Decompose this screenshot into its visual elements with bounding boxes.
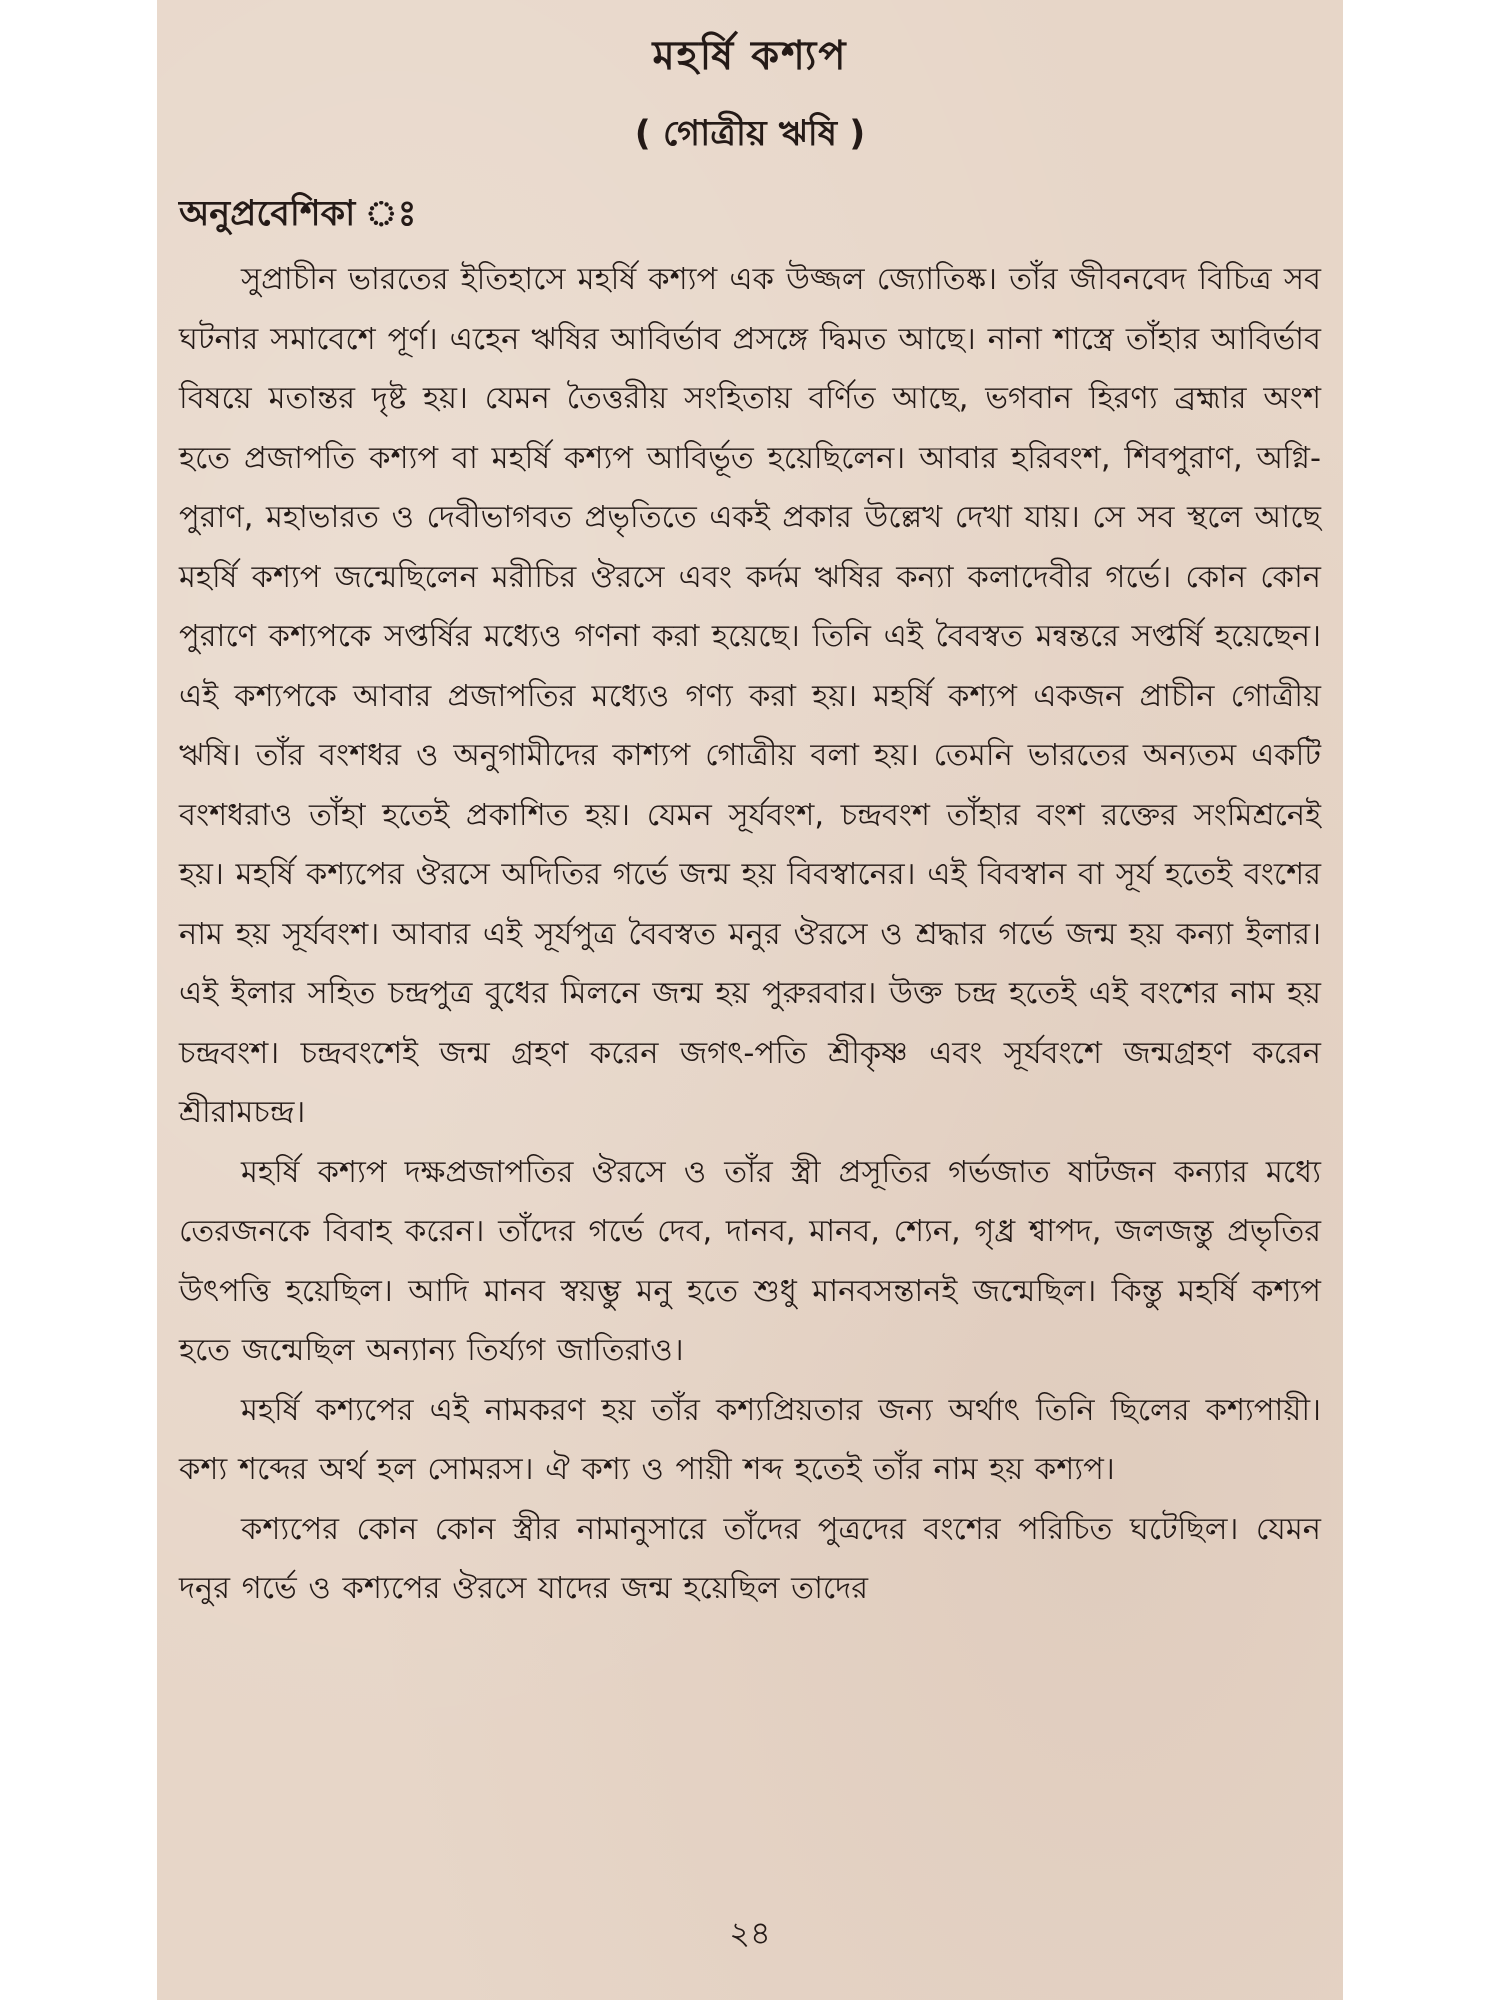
paragraph: সুপ্রাচীন ভারতের ইতিহাসে মহর্ষি কশ্যপ এক উজ্জল জ্যোতিষ্ক। তাঁর জীবনবেদ বিচিত্র সব ঘটনার সমাবেশে পূর্ণ। এহেন ঋষির আবির্ভাব প্রসঙ্গে দ্বিমত আছে। নানা শাস্ত্রে তাঁহার আবির্ভাব বিষয়ে মতান্তর দৃষ্ট হয়। যেমন তৈত্তরীয় সংহিতায় বর্ণিত আছে, ভগবান হিরণ্য ব্রহ্মার অংশ হতে প্রজাপতি কশ্যপ বা মহর্ষি কশ্যপ আবির্ভূত হয়েছিলেন। আবার হরিবংশ, শিবপুরাণ, অগ্নি-পুরাণ, মহাভারত ও দেবীভাগবত প্রভৃতিতে একই প্রকার উল্লেখ দেখা যায়। সে সব স্থলে আছে মহর্ষি কশ্যপ জন্মেছিলেন মরীচির ঔরসে এবং কর্দম ঋষির কন্যা কলাদেবীর গর্ভে। কোন কোন পুরাণে কশ্যপকে সপ্তর্ষির মধ্যেও গণনা করা হয়েছে। তিনি এই বৈবস্বত মন্বন্তরে সপ্তর্ষি হয়েছেন। এই কশ্যপকে আবার প্রজাপতির মধ্যেও গণ্য করা হয়। মহর্ষি কশ্যপ একজন প্রাচীন গোত্রীয় ঋষি। তাঁর বংশধর ও অনুগামীদের কাশ্যপ গোত্রীয় বলা হয়। তেমনি ভারতের অন্যতম একটি বংশধরাও তাঁহা হতেই প্রকাশিত হয়। যেমন সূর্যবংশ, চন্দ্রবংশ তাঁহার বংশ রক্তের সংমিশ্রনেই হয়। মহর্ষি কশ্যপের ঔরসে অদিতির গর্ভে জন্ম হয় বিবস্বানের। এই বিবস্বান বা সূর্য হতেই বংশের নাম হয় সূর্যবংশ। আবার এই সূর্যপুত্র বৈবস্বত মনুর ঔরসে ও শ্রদ্ধার গর্ভে জন্ম হয় কন্যা ইলার। এই ইলার সহিত চন্দ্রপুত্র বুধের মিলনে জন্ম হয় পুরুরবার। উক্ত চন্দ্র হতেই এই বংশের নাম হয় চন্দ্রবংশ। চন্দ্রবংশেই জন্ম গ্রহণ করেন জগৎ-পতি শ্রীকৃষ্ণ এবং সূর্যবংশে জন্মগ্রহণ করেন শ্রীরামচন্দ্র।	[179, 262, 1321, 1130]
page-number: ২৪	[729, 1914, 771, 1952]
body-text	[179, 250, 1321, 1619]
paragraph: মহর্ষি কশ্যপ দক্ষপ্রজাপতির ঔরসে ও তাঁর স্ত্রী প্রসূতির গর্ভজাত ষাটজন কন্যার মধ্যে তেরজনকে বিবাহ করেন। তাঁদের গর্ভে দেব, দানব, মানব, শ্যেন, গৃধ্র শ্বাপদ, জলজন্তু প্রভৃতির উৎপত্তি হয়েছিল। আদি মানব স্বয়ম্ভু মনু হতে শুধু মানবসন্তানই জন্মেছিল। কিন্তু মহর্ষি কশ্যপ হতে জন্মেছিল অন্যান্য তির্য্যগ জাতিরাও।	[179, 1154, 1321, 1368]
page-title: মহর্ষি কশ্যপ	[652, 33, 848, 79]
page-subtitle: ( গোত্রীয় ঋষি )	[634, 114, 866, 154]
book-page	[157, 0, 1343, 2000]
section-heading: অনুপ্রবেশিকা ঃ	[179, 194, 417, 234]
paragraph: কশ্যপের কোন কোন স্ত্রীর নামানুসারে তাঁদের পুত্রদের বংশের পরিচিত ঘটেছিল। যেমন দনুর গর্ভে ও কশ্যপের ঔরসে যাদের জন্ম হয়েছিল তাদের	[179, 1511, 1321, 1606]
paragraph: মহর্ষি কশ্যপের এই নামকরণ হয় তাঁর কশ্যপ্রিয়তার জন্য অর্থাৎ তিনি ছিলের কশ্যপায়ী। কশ্য শব্দের অর্থ হল সোমরস। ঐ কশ্য ও পায়ী শব্দ হতেই তাঁর নাম হয় কশ্যপ।	[179, 1392, 1321, 1487]
